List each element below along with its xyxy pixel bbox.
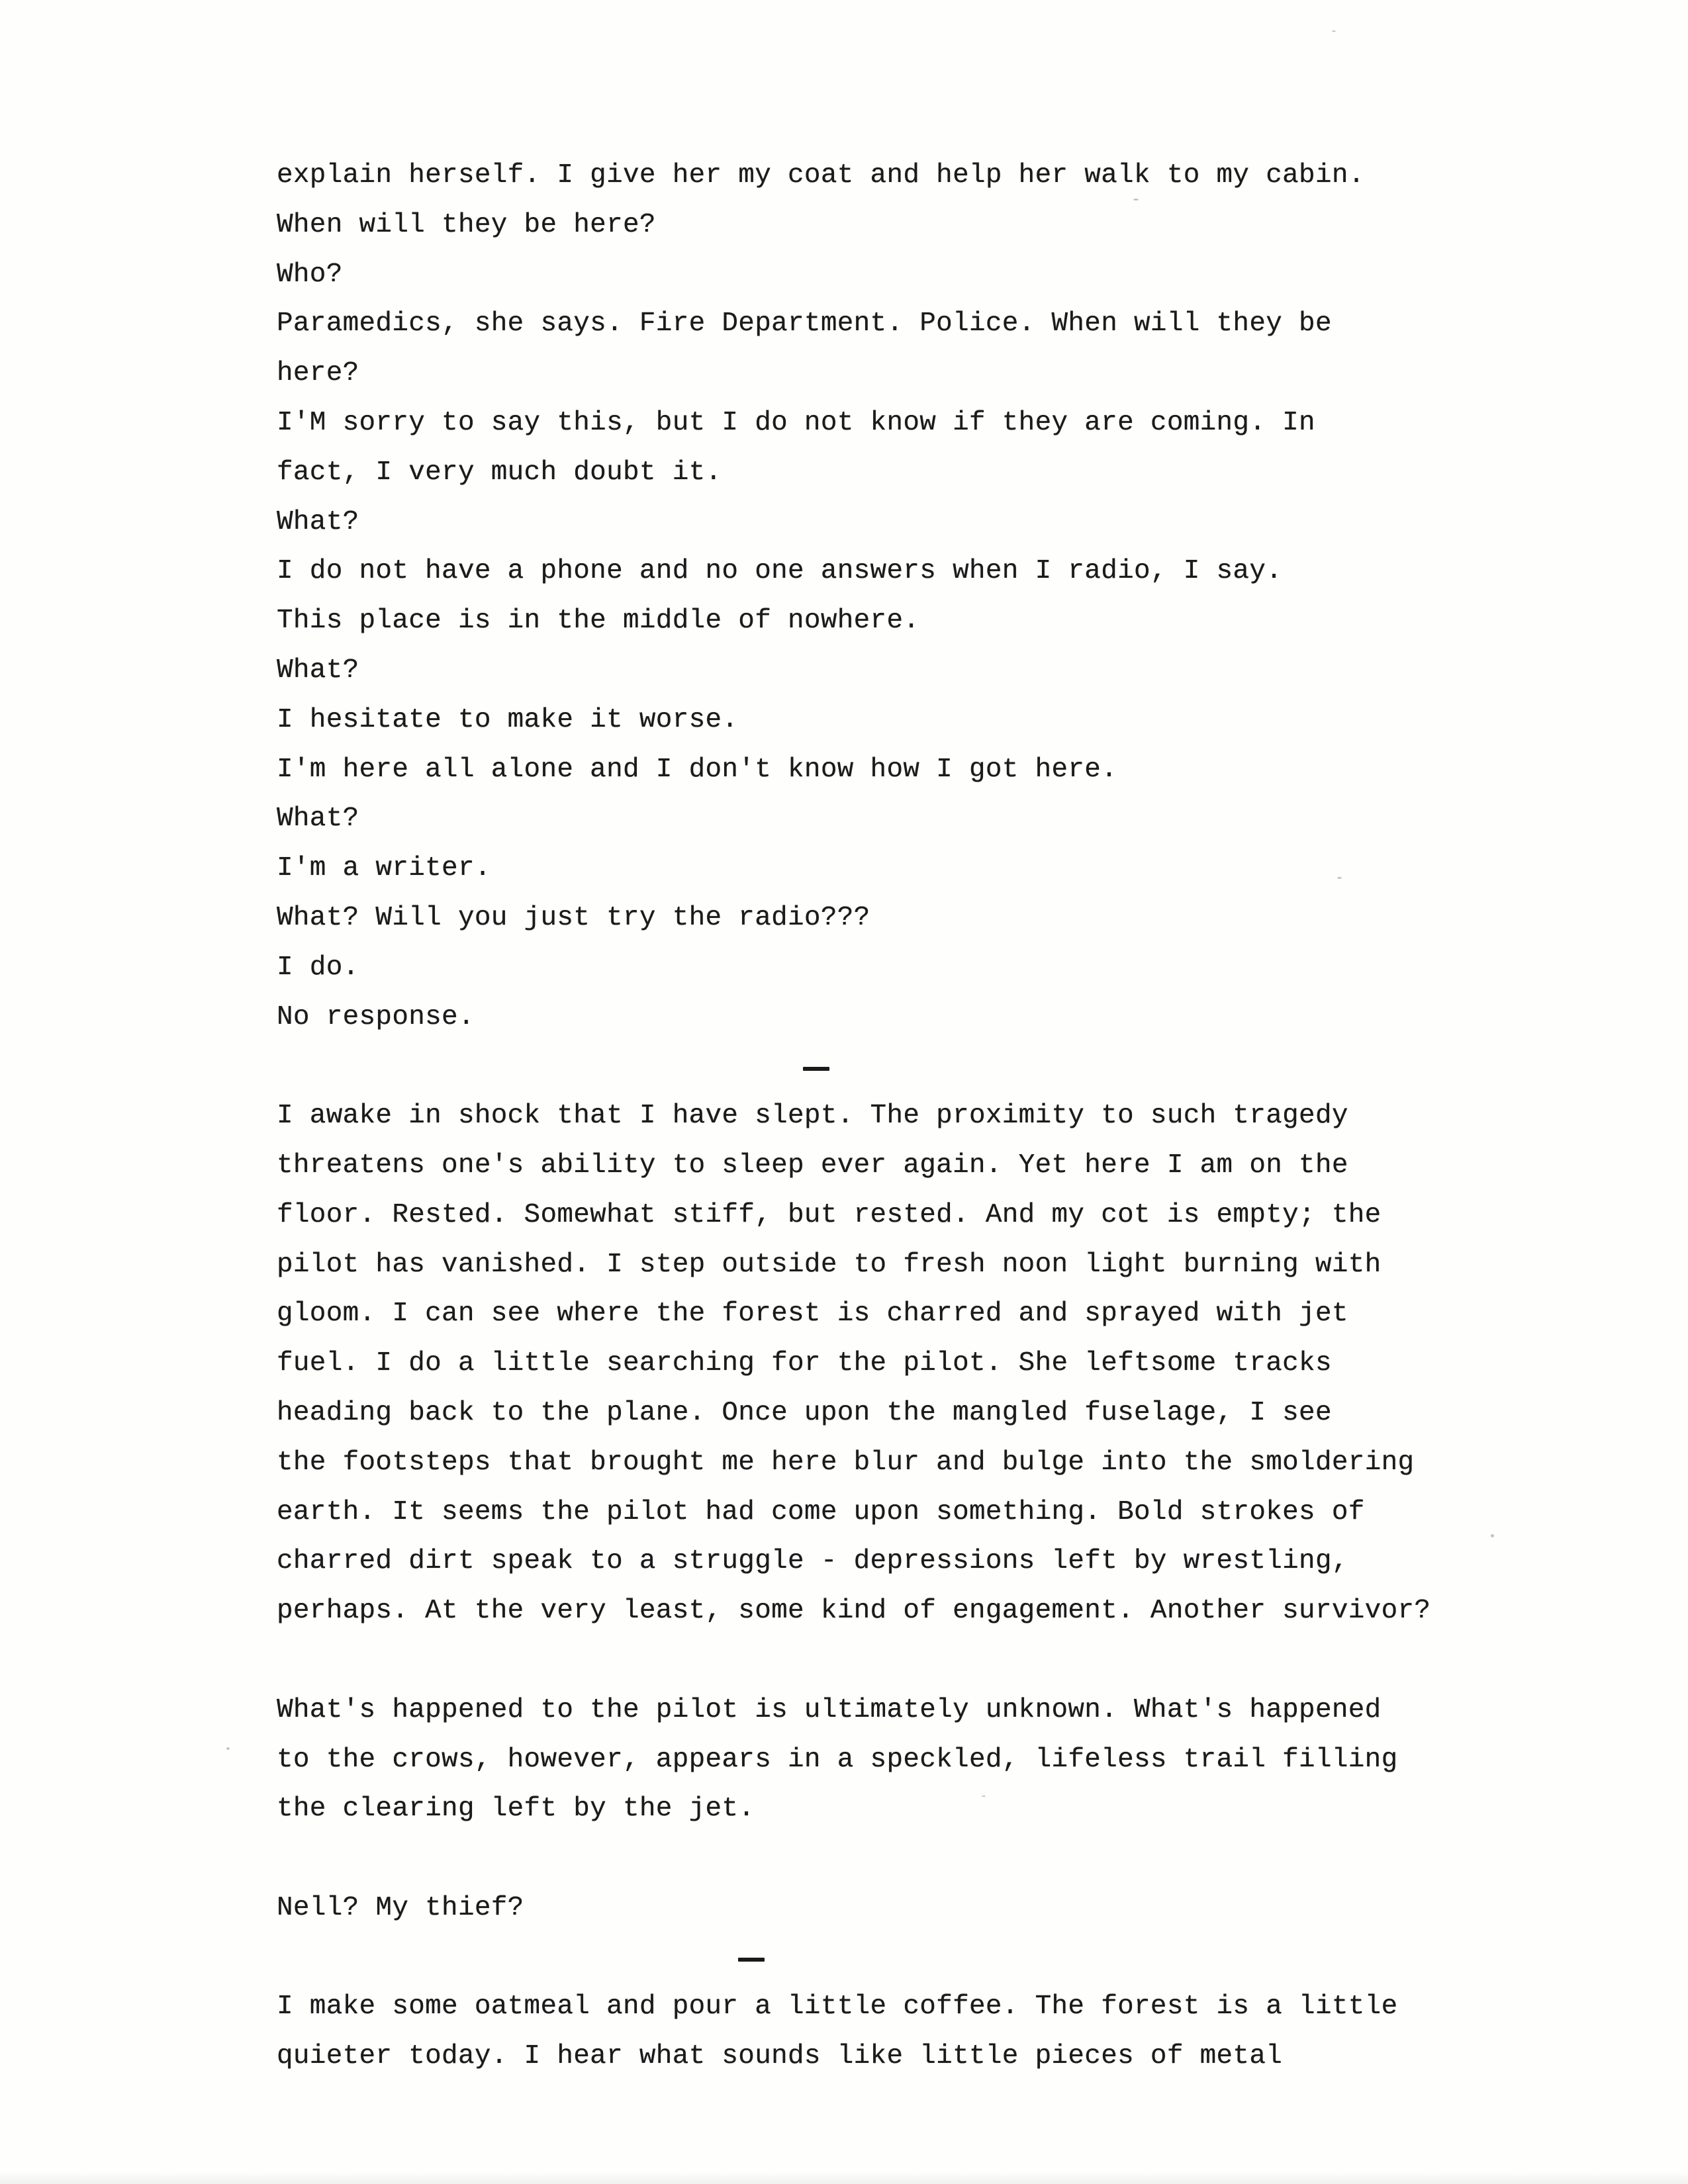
paragraph-gap xyxy=(277,1834,1534,1884)
text-line: What? xyxy=(277,655,359,686)
text-line: This place is in the middle of nowhere. xyxy=(277,606,920,637)
text-line: Nell? My thief? xyxy=(277,1892,524,1923)
text-line: heading back to the plane. Once upon the mangled fuselage, I see xyxy=(277,1397,1332,1428)
section-divider xyxy=(803,1067,829,1071)
text-line: perhaps. At the very least, some kind of engagement. Another survivor? xyxy=(277,1596,1431,1627)
paper-speck xyxy=(982,1796,986,1797)
text-line: floor. Rested. Somewhat stiff, but rested. And my cot is empty; the xyxy=(277,1199,1382,1230)
paper-speck xyxy=(1337,877,1342,879)
page-bottom-edge xyxy=(0,2172,1688,2184)
text-line: I do not have a phone and no one answers when I radio, I say. xyxy=(277,556,1283,587)
text-line: What? xyxy=(277,803,359,835)
text-line: I awake in shock that I have slept. The proximity to such tragedy xyxy=(277,1101,1348,1132)
text-line: I make some oatmeal and pour a little coffee. The forest is a little xyxy=(277,1991,1398,2023)
paper-speck xyxy=(226,1747,230,1750)
text-line: threatens one's ability to sleep ever again. Yet here I am on the xyxy=(277,1150,1348,1181)
text-line: the clearing left by the jet. xyxy=(277,1794,755,1825)
section-break xyxy=(277,1933,1534,1983)
section-break xyxy=(277,1042,1534,1091)
text-line: I'M sorry to say this, but I do not know if they are coming. In xyxy=(277,407,1315,438)
text-line: What? Will you just try the radio??? xyxy=(277,902,870,933)
text-line: fact, I very much doubt it. xyxy=(277,457,722,488)
text-line: Who? xyxy=(277,259,343,290)
text-line: quieter today. I hear what sounds like little pieces of metal xyxy=(277,2041,1283,2072)
text-line: explain herself. I give her my coat and help her walk to my cabin. xyxy=(277,160,1365,191)
paper-speck xyxy=(1332,30,1336,32)
text-line: I do. xyxy=(277,952,359,983)
text-line: What's happened to the pilot is ultimately unknown. What's happened xyxy=(277,1694,1382,1725)
text-line: I'm here all alone and I don't know how I got here. xyxy=(277,754,1118,785)
text-line: here? xyxy=(277,358,359,389)
text-line: charred dirt speak to a struggle - depressions left by wrestling, xyxy=(277,1546,1348,1577)
text-line: What? xyxy=(277,506,359,537)
paper-speck xyxy=(1491,1534,1494,1537)
document-body xyxy=(277,151,1534,2081)
text-line: pilot has vanished. I step outside to fresh noon light burning with xyxy=(277,1249,1382,1280)
text-line: When will they be here? xyxy=(277,209,656,240)
text-line: I hesitate to make it worse. xyxy=(277,704,739,735)
text-line: the footsteps that brought me here blur and bulge into the smoldering xyxy=(277,1447,1415,1478)
text-line: No response. xyxy=(277,1001,475,1032)
text-line: I'm a writer. xyxy=(277,853,491,884)
text-line: earth. It seems the pilot had come upon something. Bold strokes of xyxy=(277,1496,1365,1527)
paragraph-gap xyxy=(277,1636,1534,1686)
section-divider xyxy=(738,1958,765,1962)
text-line: fuel. I do a little searching for the pilot. She leftsome tracks xyxy=(277,1348,1332,1379)
text-line: to the crows, however, appears in a speckled, lifeless trail filling xyxy=(277,1744,1398,1775)
text-line: Paramedics, she says. Fire Department. Police. When will they be xyxy=(277,308,1332,340)
paper-speck xyxy=(1133,199,1139,201)
text-line: gloom. I can see where the forest is charred and sprayed with jet xyxy=(277,1298,1348,1330)
